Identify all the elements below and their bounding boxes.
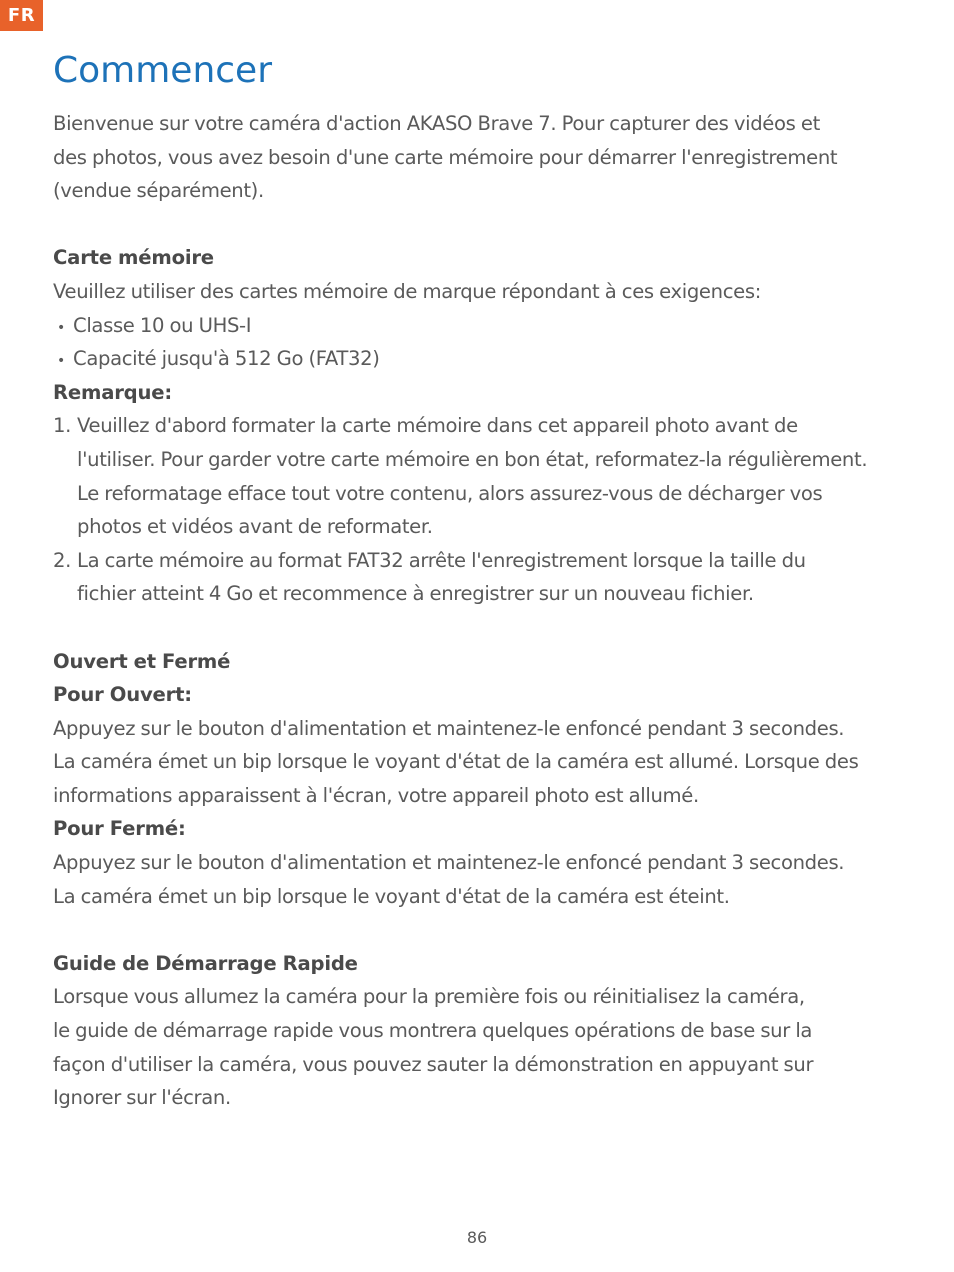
note-text: Veuillez d'abord formater la carte mémoire dans cet appareil photo avant de: [77, 414, 798, 438]
bullet-icon: •: [57, 319, 65, 336]
page-title: Commencer: [53, 50, 273, 91]
note-text-continued: photos et vidéos avant de reformater.: [77, 515, 433, 539]
bullet-text: Capacité jusqu'à 512 Go (FAT32): [73, 347, 380, 371]
page-content: [53, 107, 913, 1115]
power-on-heading: Pour Ouvert:: [53, 683, 192, 707]
page-number: 86: [466, 1228, 488, 1247]
power-off-heading: Pour Fermé:: [53, 817, 186, 841]
spacer: [53, 913, 913, 947]
note-number: 1.: [53, 414, 71, 438]
power-heading: Ouvert et Fermé: [53, 649, 231, 673]
spacer: [53, 208, 913, 242]
quick-guide-line: Lorsque vous allumez la caméra pour la première fois ou réinitialisez la caméra,: [53, 985, 805, 1009]
power-on-line: informations apparaissent à l'écran, votre appareil photo est allumé.: [53, 783, 699, 807]
memory-card-bullet: [53, 342, 913, 376]
intro-line: Bienvenue sur votre caméra d'action AKASO Brave 7. Pour capturer des vidéos et: [53, 112, 820, 135]
note-text-continued: Le reformatage efface tout votre contenu, alors assurez-vous de décharger vos: [77, 481, 823, 505]
quick-guide-line: Ignorer sur l'écran.: [53, 1086, 231, 1110]
bullet-icon: •: [57, 353, 65, 370]
note-item: [53, 544, 913, 578]
power-off-line: Appuyez sur le bouton d'alimentation et maintenez-le enfoncé pendant 3 secondes.: [53, 851, 845, 875]
note-number: 2.: [53, 548, 71, 572]
language-badge: FR: [0, 0, 43, 31]
power-on-line: La caméra émet un bip lorsque le voyant d'état de la caméra est allumé. Lorsque des: [53, 750, 859, 774]
bullet-text: Classe 10 ou UHS-I: [73, 313, 252, 337]
intro-line: des photos, vous avez besoin d'une carte mémoire pour démarrer l'enregistrement: [53, 145, 838, 169]
quick-guide-line: le guide de démarrage rapide vous montrera quelques opérations de base sur la: [53, 1019, 813, 1043]
note-text: La carte mémoire au format FAT32 arrête l'enregistrement lorsque la taille du: [77, 548, 806, 572]
quick-guide-heading: Guide de Démarrage Rapide: [53, 951, 358, 975]
note-item: [53, 409, 913, 443]
memory-card-heading: Carte mémoire: [53, 246, 214, 270]
memory-card-text: Veuillez utiliser des cartes mémoire de marque répondant à ces exigences:: [53, 279, 761, 303]
quick-guide-line: façon d'utiliser la caméra, vous pouvez sauter la démonstration en appuyant sur: [53, 1052, 814, 1076]
power-on-line: Appuyez sur le bouton d'alimentation et maintenez-le enfoncé pendant 3 secondes.: [53, 716, 845, 740]
note-text-continued: l'utiliser. Pour garder votre carte mémoire en bon état, reformatez-la régulièrement.: [77, 447, 868, 471]
memory-card-bullet: [53, 309, 913, 343]
power-off-line: La caméra émet un bip lorsque le voyant d'état de la caméra est éteint.: [53, 884, 730, 908]
spacer: [53, 611, 913, 645]
note-heading: Remarque:: [53, 380, 172, 404]
note-text-continued: fichier atteint 4 Go et recommence à enregistrer sur un nouveau fichier.: [77, 582, 754, 606]
intro-line: (vendue séparément).: [53, 179, 264, 203]
